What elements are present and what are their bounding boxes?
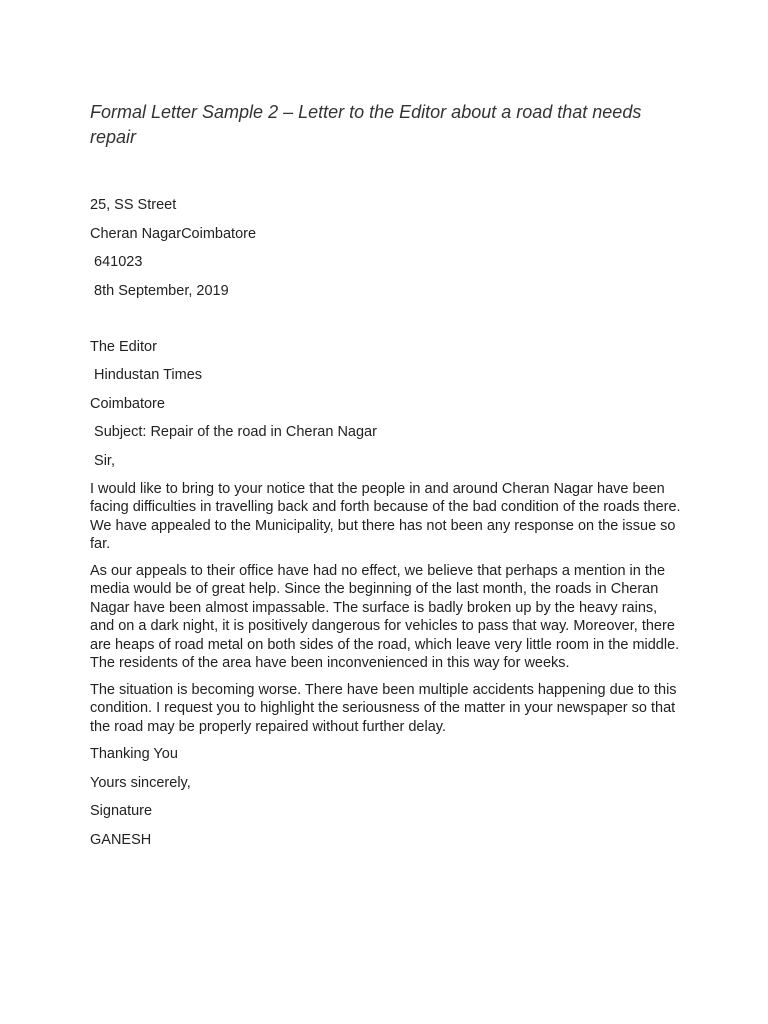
recipient-address [90, 338, 682, 414]
body-paragraph-2: As our appeals to their office have had no effect, we believe that perhaps a mention in the media would be of great help. Since the beginning of the last month, the roads in Cheran Nagar have been almost impassable. The surface is badly broken up by the heavy rains, and on a dark night, it is positively dangerous for vehicles to pass that way. Moreover, there are heaps of road metal on both sides of the road, which leave very little room in the middle. The residents of the area have been inconvenienced in this way for weeks. [90, 562, 680, 671]
closing-name: GANESH [90, 831, 152, 848]
letter-date: 8th September, 2019 [90, 282, 229, 299]
letter-closing [90, 745, 682, 850]
closing-valediction: Yours sincerely, [90, 774, 191, 791]
recipient-line-3: Coimbatore [90, 395, 165, 412]
closing-signature: Signature [90, 803, 153, 819]
letter-subject: Subject: Repair of the road in Cheran Nagar [90, 424, 377, 440]
spacer [90, 301, 682, 338]
sender-street: 25, SS Street [90, 197, 177, 213]
letter-salutation: Sir, [90, 452, 115, 469]
closing-thanks: Thanking You [90, 746, 178, 762]
sender-locality: Cheran NagarCoimbatore [90, 225, 257, 242]
recipient-line-1: The Editor [90, 338, 157, 355]
letter-content [90, 100, 682, 850]
spacer [90, 150, 682, 196]
recipient-line-2: Hindustan Times [90, 367, 203, 383]
body-paragraph-3: The situation is becoming worse. There have been multiple accidents happening due to this condition. I request you to highlight the seriousness of the matter in your newspaper so that the road may be properly repaired without further delay. [90, 681, 677, 735]
body-paragraph-1: I would like to bring to your notice that the people in and around Cheran Nagar have been facing difficulties in travelling back and forth because of the bad condition of the roads there. We have appealed to the Municipality, but there has not been any response on the issue so far. [90, 480, 681, 552]
sender-pin: 641023 [90, 254, 143, 270]
letter-title: Formal Letter Sample 2 – Letter to the Editor about a road that needs repair [90, 102, 642, 147]
sender-address [90, 196, 682, 301]
